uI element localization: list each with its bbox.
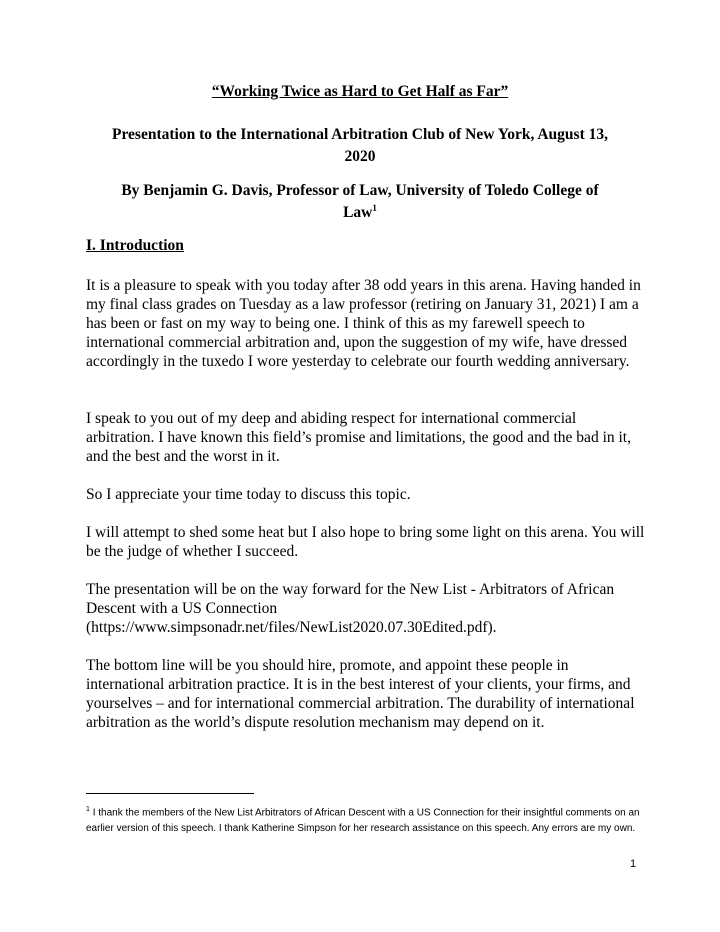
paragraph-6: The bottom line will be you should hire, promote, and appoint these people in international arbitration practice. It is in the best interest of your clients, your firms, and yourselves – and for international commercial arbitration. The durability of international arbitration as the world’s dispute resolution mechanism may depend on it. xyxy=(86,657,635,731)
footnote-text: I thank the members of the New List Arbitrators of African Descent with a US Connection for their insightful comments on an earlier version of this speech. I thank Katherine Simpson for her research assistance on this speech. Any errors are my own. xyxy=(86,807,640,835)
byline-line-2: Law xyxy=(343,204,373,221)
byline-line-1: By Benjamin G. Davis, Professor of Law, University of Toledo College of xyxy=(121,182,599,199)
paragraph-2: I speak to you out of my deep and abiding respect for international commercial arbitration. I have known this field’s promise and limitations, the good and the bad in it, and the best and the worst in it. xyxy=(86,410,631,465)
paragraph-4: I will attempt to shed some heat but I also hope to bring some light on this arena. You will be the judge of whether I succeed. xyxy=(86,524,645,560)
subtitle-line-1: Presentation to the International Arbitration Club of New York, August 13, xyxy=(111,126,608,143)
paragraph-3: So I appreciate your time today to discuss this topic. xyxy=(86,486,411,503)
footnote-reference[interactable]: 1 xyxy=(372,202,377,213)
document-title: “Working Twice as Hard to Get Half as Far” xyxy=(211,83,509,100)
subtitle-line-2: 2020 xyxy=(344,148,376,165)
paragraph-1: It is a pleasure to speak with you today after 38 odd years in this arena. Having handed in my final class grades on Tuesday as a law professor (retiring on January 31, 2021) I am a has been or fast on my way to being one. I think of this as my farewell speech to international commercial arbitration and, upon the suggestion of my wife, have dressed accordingly in the tuxedo I wore yesterday to celebrate our fourth wedding anniversary. xyxy=(86,277,641,370)
document-byline xyxy=(80,180,640,224)
document-subtitle xyxy=(80,124,640,168)
footnote-divider xyxy=(86,793,254,794)
footnote xyxy=(86,802,646,837)
page-number: 1 xyxy=(630,858,637,870)
section-heading: I. Introduction xyxy=(86,237,184,254)
paragraph-5: The presentation will be on the way forward for the New List - Arbitrators of African Descent with a US Connection (https://www.simpsonadr.net/files/NewList2020.07.30Edited.pdf). xyxy=(86,581,615,636)
footnote-number: 1 xyxy=(86,806,90,813)
